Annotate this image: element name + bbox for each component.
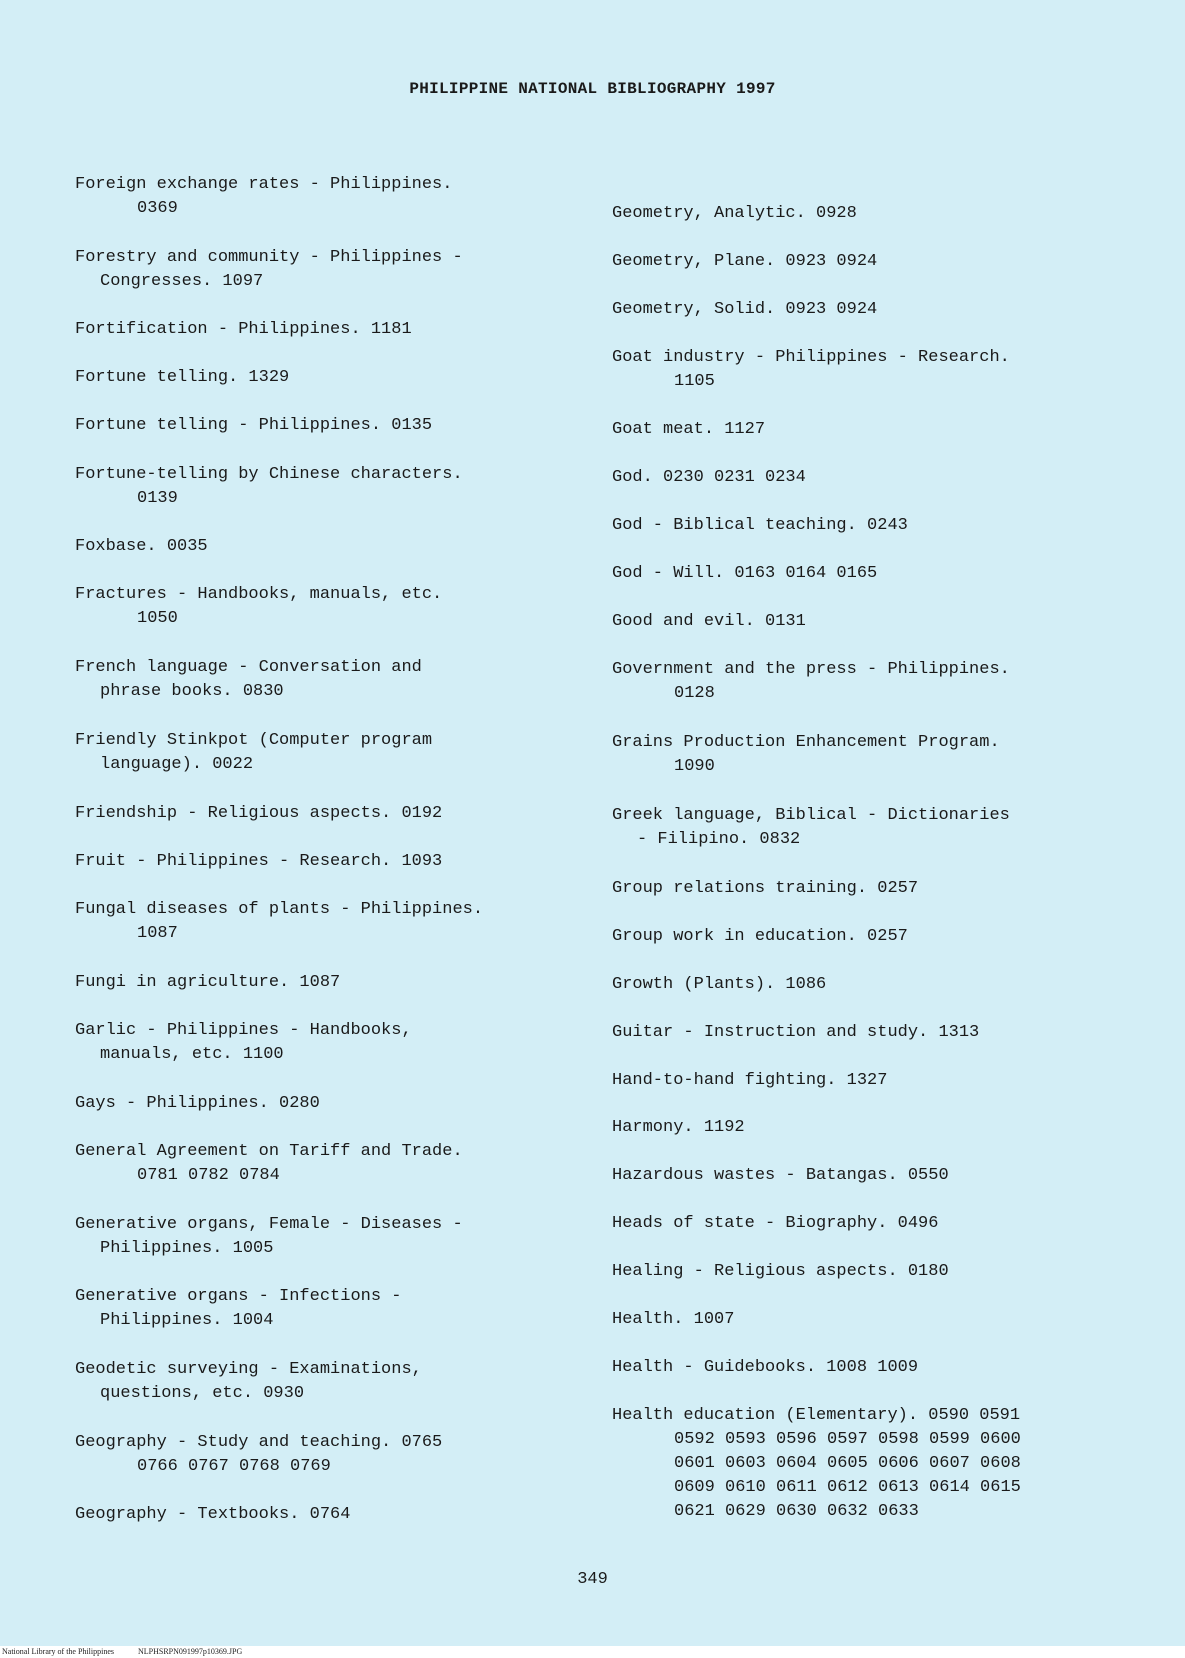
- index-entry: [75, 246, 463, 294]
- entry-continuation: manuals, etc. 1100: [100, 1045, 284, 1064]
- entry-continuation: Philippines. 1004: [100, 1311, 274, 1330]
- footer-file: NLPHSRPN091997p10369.JPG: [137, 1647, 243, 1656]
- entry-continuation: 1050: [137, 609, 178, 628]
- index-entry: [612, 346, 1010, 394]
- entry-heading: God - Will. 0163 0164 0165: [612, 564, 878, 583]
- entry-heading: Fractures - Handbooks, manuals, etc.: [75, 585, 443, 604]
- entry-heading: Geography - Study and teaching. 0765: [75, 1433, 443, 1452]
- index-entry: [612, 731, 1000, 779]
- index-entry: [75, 971, 340, 995]
- entry-heading: Generative organs, Female - Diseases -: [75, 1215, 463, 1234]
- index-entry: [612, 1069, 887, 1093]
- entry-heading: God - Biblical teaching. 0243: [612, 516, 908, 535]
- entry-heading: Fungi in agriculture. 1087: [75, 973, 341, 992]
- entry-heading: God. 0230 0231 0234: [612, 468, 806, 487]
- index-entry: [612, 1356, 918, 1380]
- entry-continuation: 0781 0782 0784: [137, 1166, 280, 1185]
- entry-heading: Geodetic surveying - Examinations,: [75, 1360, 422, 1379]
- entry-heading: Group relations training. 0257: [612, 879, 919, 898]
- entry-continuation: 0609 0610 0611 0612 0613 0614 0615: [674, 1478, 1021, 1497]
- footer-source: National Library of the Philippines: [2, 1647, 114, 1656]
- index-entry: [75, 535, 208, 559]
- index-entry: [612, 418, 765, 442]
- index-entry: [75, 898, 483, 946]
- index-entry: [612, 1404, 1021, 1524]
- index-entry: [75, 656, 422, 704]
- entry-heading: Forestry and community - Philippines -: [75, 248, 463, 267]
- footer: [0, 1646, 1185, 1658]
- entry-heading: Fruit - Philippines - Research. 1093: [75, 852, 443, 871]
- entry-heading: Fortification - Philippines. 1181: [75, 320, 412, 339]
- index-entry: [612, 610, 806, 634]
- index-entry: [75, 1358, 422, 1406]
- entry-heading: Goat industry - Philippines - Research.: [612, 348, 1010, 367]
- entry-continuation: - Filipino. 0832: [637, 830, 801, 849]
- index-entry: [75, 463, 463, 511]
- entry-heading: Foxbase. 0035: [75, 537, 208, 556]
- entry-heading: Foreign exchange rates - Philippines.: [75, 175, 453, 194]
- index-entry: [75, 1431, 442, 1479]
- index-entry: [612, 1164, 949, 1188]
- index-entry: [612, 1260, 949, 1284]
- index-entry: [612, 1308, 734, 1332]
- entry-heading: Geometry, Solid. 0923 0924: [612, 300, 878, 319]
- entry-continuation: language). 0022: [100, 755, 254, 774]
- entry-heading: Garlic - Philippines - Handbooks,: [75, 1021, 412, 1040]
- index-entry: [612, 298, 877, 322]
- index-entry: [612, 250, 877, 274]
- entry-continuation: Philippines. 1005: [100, 1239, 274, 1258]
- index-entry: [612, 466, 806, 490]
- entry-heading: Gays - Philippines. 0280: [75, 1094, 320, 1113]
- index-entry: [75, 173, 452, 221]
- entry-heading: Goat meat. 1127: [612, 420, 766, 439]
- index-entry: [75, 1213, 463, 1261]
- entry-heading: General Agreement on Tariff and Trade.: [75, 1142, 463, 1161]
- entry-heading: Health education (Elementary). 0590 0591: [612, 1406, 1021, 1425]
- entry-heading: Harmony. 1192: [612, 1118, 745, 1137]
- entry-continuation: 1090: [674, 757, 715, 776]
- index-entry: [75, 366, 289, 390]
- entry-heading: Geometry, Analytic. 0928: [612, 204, 857, 223]
- index-entry: [612, 1021, 979, 1045]
- entry-continuation: questions, etc. 0930: [100, 1384, 305, 1403]
- entry-continuation: 0621 0629 0630 0632 0633: [674, 1502, 919, 1521]
- entry-heading: Health - Guidebooks. 1008 1009: [612, 1358, 919, 1377]
- index-entry: [75, 583, 442, 631]
- entry-heading: Growth (Plants). 1086: [612, 975, 827, 994]
- entry-heading: Geography - Textbooks. 0764: [75, 1505, 351, 1524]
- entry-heading: Hazardous wastes - Batangas. 0550: [612, 1166, 949, 1185]
- index-entry: [75, 1140, 463, 1188]
- index-entry: [75, 318, 412, 342]
- entry-continuation: 0601 0603 0604 0605 0606 0607 0608: [674, 1454, 1021, 1473]
- index-entry: [75, 1092, 320, 1116]
- index-entry: [75, 802, 442, 826]
- entry-heading: Heads of state - Biography. 0496: [612, 1214, 939, 1233]
- entry-heading: Greek language, Biblical - Dictionaries: [612, 806, 1010, 825]
- entry-continuation: 0139: [137, 489, 178, 508]
- index-entry: [612, 804, 1010, 852]
- entry-heading: Healing - Religious aspects. 0180: [612, 1262, 949, 1281]
- page-number: 349: [577, 1570, 608, 1589]
- index-entry: [612, 658, 1010, 706]
- index-entry: [612, 562, 877, 586]
- entry-heading: Good and evil. 0131: [612, 612, 806, 631]
- entry-continuation: 0369: [137, 199, 178, 218]
- entry-heading: Hand-to-hand fighting. 1327: [612, 1071, 888, 1090]
- index-entry: [75, 414, 432, 438]
- entry-heading: Fortune telling. 1329: [75, 368, 290, 387]
- index-entry: [612, 877, 918, 901]
- index-entry: [612, 925, 908, 949]
- index-entry: [612, 202, 857, 226]
- index-entry: [75, 850, 442, 874]
- entry-heading: Fungal diseases of plants - Philippines.: [75, 900, 484, 919]
- index-entry: [75, 1285, 401, 1333]
- entry-heading: Grains Production Enhancement Program.: [612, 733, 1000, 752]
- entry-heading: Fortune telling - Philippines. 0135: [75, 416, 433, 435]
- entry-heading: French language - Conversation and: [75, 658, 422, 677]
- entry-heading: Government and the press - Philippines.: [612, 660, 1010, 679]
- page-title: PHILIPPINE NATIONAL BIBLIOGRAPHY 1997: [409, 80, 776, 98]
- entry-continuation: Congresses. 1097: [100, 272, 264, 291]
- index-entry: [612, 1116, 745, 1140]
- entry-continuation: 0766 0767 0768 0769: [137, 1457, 331, 1476]
- index-entry: [75, 1019, 412, 1067]
- entry-heading: Geometry, Plane. 0923 0924: [612, 252, 878, 271]
- entry-continuation: 1105: [674, 372, 715, 391]
- index-entry: [612, 1212, 938, 1236]
- index-entry: [75, 1503, 350, 1527]
- entry-continuation: phrase books. 0830: [100, 682, 284, 701]
- index-entry: [612, 514, 908, 538]
- entry-heading: Group work in education. 0257: [612, 927, 908, 946]
- entry-heading: Fortune-telling by Chinese characters.: [75, 465, 463, 484]
- index-entry: [612, 973, 826, 997]
- entry-continuation: 0592 0593 0596 0597 0598 0599 0600: [674, 1430, 1021, 1449]
- entry-heading: Friendship - Religious aspects. 0192: [75, 804, 443, 823]
- entry-heading: Health. 1007: [612, 1310, 735, 1329]
- entry-heading: Friendly Stinkpot (Computer program: [75, 731, 433, 750]
- entry-continuation: 0128: [674, 684, 715, 703]
- index-entry: [75, 729, 432, 777]
- entry-continuation: 1087: [137, 924, 178, 943]
- entry-heading: Guitar - Instruction and study. 1313: [612, 1023, 980, 1042]
- entry-heading: Generative organs - Infections -: [75, 1287, 402, 1306]
